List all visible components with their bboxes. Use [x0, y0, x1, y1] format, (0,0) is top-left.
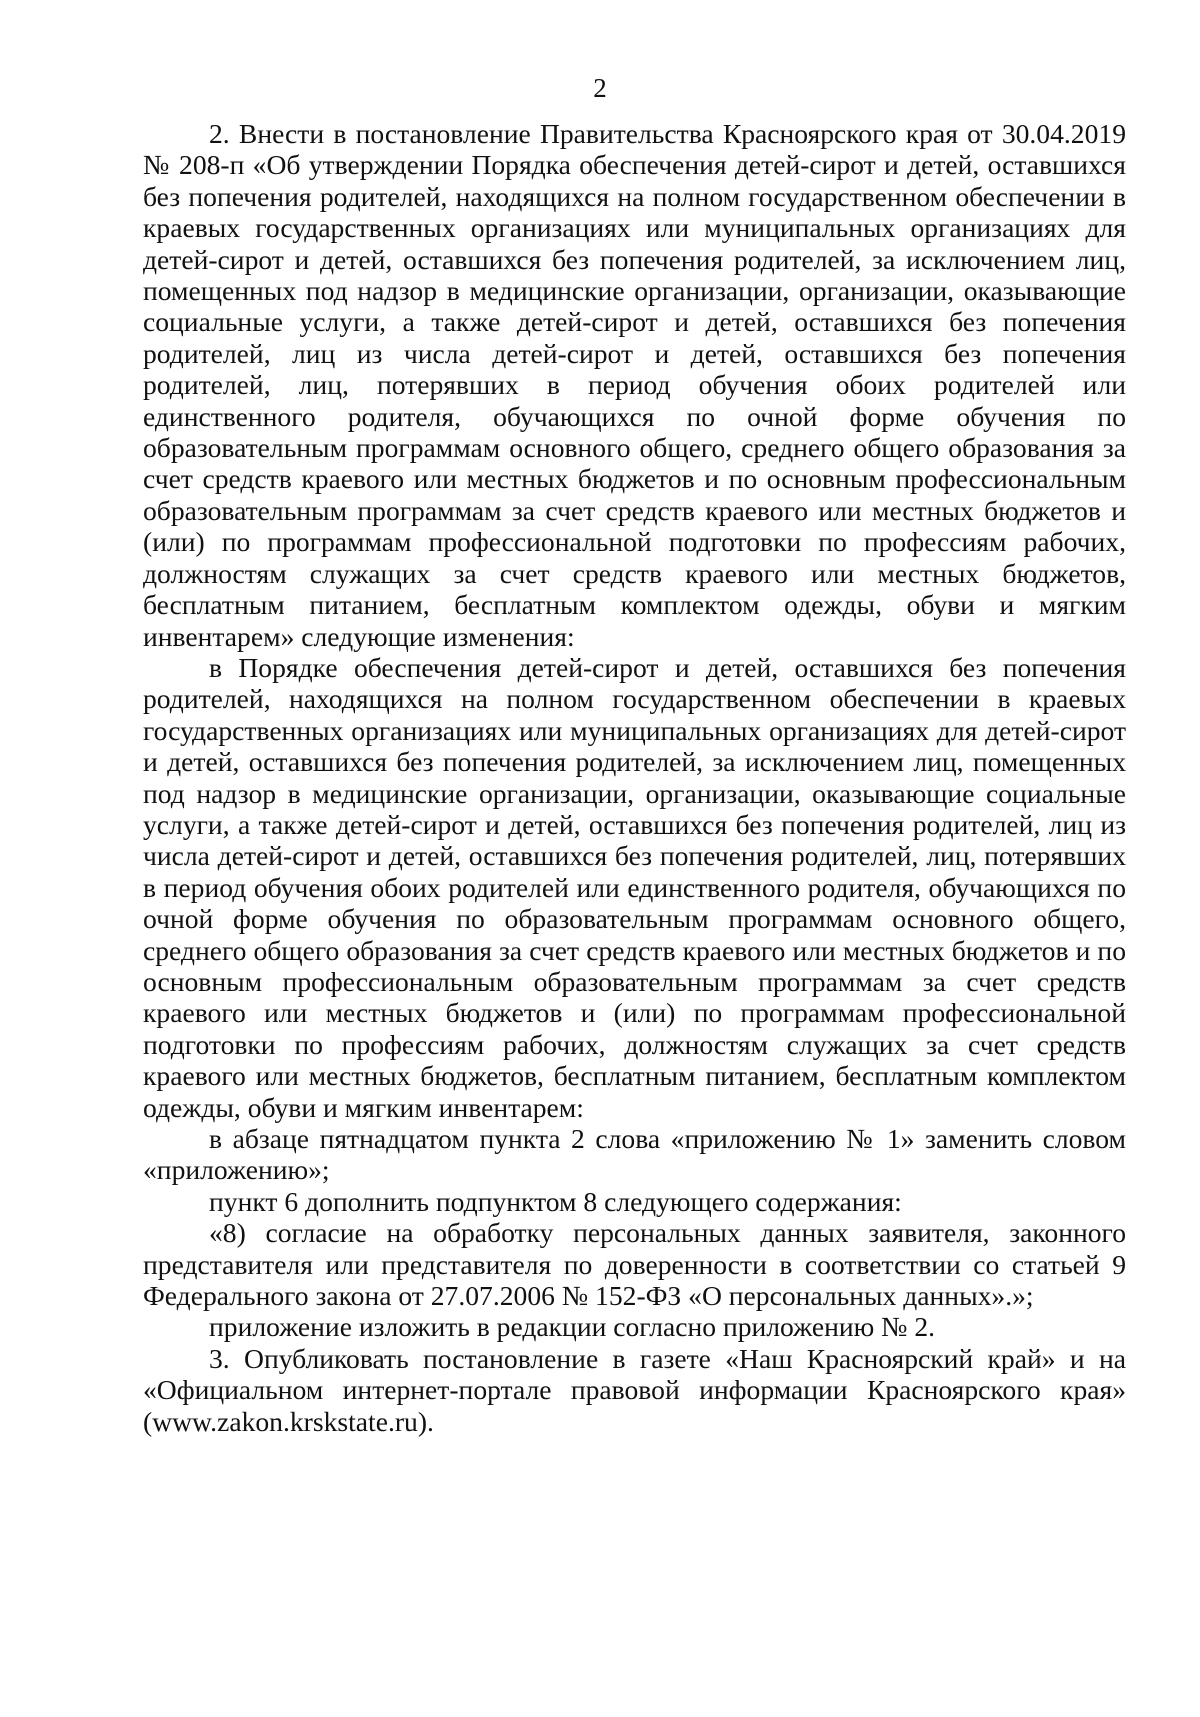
paragraph-appendix: приложение изложить в редакции согласно приложению № 2.: [209, 1311, 936, 1343]
paragraph-add-subpoint: пункт 6 дополнить подпунктом 8 следующего содержания:: [209, 1185, 902, 1217]
paragraph-item-2: 2. Внести в постановление Правительства Красноярского края от 30.04.2019 № 208-п «Об утверждении Порядка обеспечения детей-сирот и детей, оставшихся без попечения родителей, находящихся на полном государственном обеспечении в краевых государственных организациях или муниципальных организациях для детей-сирот и детей, оставшихся без попечения родителей, за исключением лиц, помещенных под надзор в медицинские организации, организации, оказывающие социальные услуги, а также детей-сирот и детей, оставшихся без попечения родителей, лиц из числа детей-сирот и детей, оставшихся без попечения родителей, лиц, потерявших в период обучения обоих родителей или единственного родителя, обучающихся по очной форме обучения по образовательным программам основного общего, среднего общего образования за счет средств краевого или местных бюджетов и по основным профессиональным образовательным программам за счет средств краевого или местных бюджетов и (или) по программам профессиональной подготовки по профессиям рабочих, должностям служащих за счет средств краевого или местных бюджетов, бесплатным питанием, бесплатным комплектом одежды, обуви и мягким инвентарем» следующие изменения:: [143, 118, 1126, 652]
page-number: 2: [593, 73, 607, 103]
paragraph-replace-words: в абзаце пятнадцатом пункта 2 слова «приложению № 1» заменить словом «приложению»;: [143, 1123, 1126, 1186]
paragraph-subpoint-8: «8) согласие на обработку персональных данных заявителя, законного представителя или представителя по доверенности в соответствии со статьей 9 Федерального закона от 27.07.2006 № 152-ФЗ «О персональных данных».»;: [143, 1217, 1126, 1312]
document-body: [143, 118, 1126, 1437]
paragraph-item-3: 3. Опубликовать постановление в газете «Наш Красноярский край» и на «Официальном интернет-портале правовой информации Красноярского края» (www.zakon.krskstate.ru).: [143, 1342, 1126, 1437]
paragraph-order-amendments: в Порядке обеспечения детей-сирот и детей, оставшихся без попечения родителей, находящихся на полном государственном обеспечении в краевых государственных организациях или муниципальных организациях для детей-сирот и детей, оставшихся без попечения родителей, за исключением лиц, помещенных под надзор в медицинские организации, организации, оказывающие социальные услуги, а также детей-сирот и детей, оставшихся без попечения родителей, лиц из числа детей-сирот и детей, оставшихся без попечения родителей, лиц, потерявших в период обучения обоих родителей или единственного родителя, обучающихся по очной форме обучения по образовательным программам основного общего, среднего общего образования за счет средств краевого или местных бюджетов и по основным профессиональным образовательным программам за счет средств краевого или местных бюджетов и (или) по программам профессиональной подготовки по профессиям рабочих, должностям служащих за счет средств краевого или местных бюджетов, бесплатным питанием, бесплатным комплектом одежды, обуви и мягким инвентарем:: [143, 651, 1126, 1123]
